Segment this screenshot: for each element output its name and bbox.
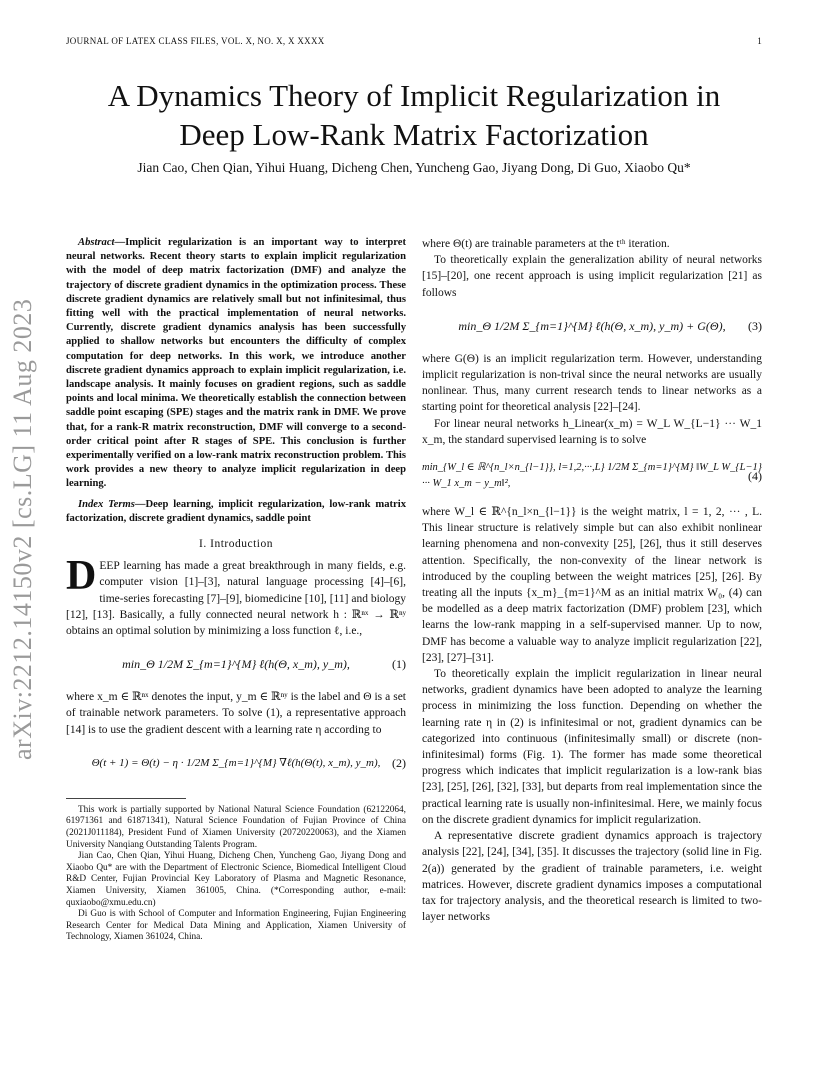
drop-cap: D bbox=[66, 553, 97, 600]
arxiv-stamp-text[interactable]: arXiv:2212.14150v2 [cs.LG] 11 Aug 2023 bbox=[8, 298, 37, 760]
abstract-label: Abstract bbox=[78, 237, 115, 248]
equation-1-number: (1) bbox=[392, 657, 406, 672]
abstract: Abstract—Implicit regularization is an important way to interpret neural networks. Recent theory starts to explain implicit regularization with the model of deep matrix factorization (DMF) and analyze the trajectory of discrete gradient dynamics in the optimization process. These discrete gradient dynamics are relatively small but not infinitesimal, thus fitting well with the practical implementation of neural networks. Currently, discrete gradient dynamics analysis has been successfully applied to shallow networks but encounters the difficulty of complex computation for deep networks. In this work, we introduce another discrete gradient dynamics approach to explain implicit regularization, i.e. landscape analysis. It mainly focuses on gradient regions, such as saddle points and local minima. We theoretically establish the connection between saddle point escaping (SPE) stages and the matrix rank in DMF. We prove that, for a rank-R matrix reconstruction, DMF will converge to a second-order critical point after R stages of SPE. This conclusion is further experimentally verified on a low-rank matrix reconstruction problem. This work provides a new theory to analyze implicit regularization in deep learning. bbox=[66, 237, 406, 490]
equation-4 bbox=[422, 448, 762, 504]
equation-1-body: min_Θ 1/2M Σ_{m=1}^{M} ℓ(h(Θ, x_m), y_m), bbox=[122, 657, 350, 672]
left-column bbox=[66, 236, 406, 944]
right-paragraph-2: To theoretically explain the generalization ability of neural networks [15]–[20], one recent approach is using implicit regularization [21] as follows bbox=[422, 254, 762, 299]
equation-3 bbox=[422, 301, 762, 351]
paper-title bbox=[0, 76, 828, 154]
footnote-rule bbox=[66, 798, 186, 799]
right-paragraph-7: A representative discrete gradient dynamics approach is trajectory analysis [22], [24], [34], [35]. It discusses the trajectory (solid line in Fig. 2(a)) generated by the gradient of trainable parameters, i.e. weight matrices. However, discrete gradient dynamics imposes a computational tax for trajectory analysis, and the theoretical research is limited to two-layer networks bbox=[422, 830, 762, 924]
intro-paragraph-2: where x_m ∈ ℝⁿˣ denotes the input, y_m ∈ ℝⁿʸ is the label and Θ is a set of trainable network parameters. To solve (1), a representative approach [14] is to use the gradient descent with a learning rate η according to bbox=[66, 691, 406, 736]
right-paragraph-6: To theoretically explain the implicit regularization in linear neural networks, gradient dynamics have been adopted to analyze the learning process in minimizing the loss function. Depending on whether the learning rate η in (2) is infinitesimal or not, gradient dynamics can be categorized into continuous (infinitesimally small) or discrete (non-infinitesimal) forms (Fig. 1). The former has made some theoretical progress which indicates that implicit regularization is a low-rank bias [23], [25], [26], [32], [33], but departs from real implementation since the practical learning rate is usually non-infinitesimal. Here, we mainly focus on the discrete gradient dynamics for implicit regularization. bbox=[422, 668, 762, 826]
equation-2 bbox=[66, 738, 406, 788]
footnote-affiliation-1: Jian Cao, Chen Qian, Yihui Huang, Dicheng Chen, Yuncheng Gao, Jiyang Dong and Xiaobo Qu* are with the Department of Electronic Science, Biomedical Intelligent Cloud R&D Center, Fujian Provincial Key Laboratory of Plasma and Magnetic Resonance, Xiamen University, Xiamen 361005, China. (*Corresponding author, e-mail: quxiaobo@xmu.edu.cn) bbox=[66, 851, 406, 908]
section-heading-introduction: I. Introduction bbox=[199, 538, 273, 551]
right-paragraph-5: where W_l ∈ ℝ^{n_l×n_{l−1}} is the weight matrix, l = 1, 2, ··· , L. This linear structure is relatively simple but can also exhibit nonlinear learning phenomena and non-convexity [25], [26], thus it still deserves attention. Specifically, the non-convexity of the linear network is introduced by the coupling between the weight matrices [25], [26]. By treating all the inputs {x_m}_{m=1}^M as an initial matrix W₀, (4) can be modelled as a deep matrix factorization (DMF) problem [23], which learns the low-rank mapping in a self-supervised manner. Up to now, DMF has become a valuable way to analyze implicit regularization [22], [23], [27]–[31]. bbox=[422, 506, 762, 664]
right-paragraph-3: where G(Θ) is an implicit regularization term. However, understanding implicit regularization is non-trival since the neural networks are usually nonlinear. Thus, many current research tends to linear networks as a starting point for theoretical analysis [22]–[24]. bbox=[422, 352, 762, 414]
running-header: JOURNAL OF LATEX CLASS FILES, VOL. X, NO. X, X XXXX bbox=[66, 36, 325, 46]
footnote-affiliation-2: Di Guo is with School of Computer and Information Engineering, Fujian Engineering Research Center for Medical Data Mining and Application, Xiamen University of Technology, Xiamen 361024, China. bbox=[66, 909, 406, 943]
index-terms-text: Deep learning, implicit regularization, low-rank matrix factorization, discrete gradient dynamics, saddle point bbox=[66, 498, 406, 524]
index-terms: Index Terms—Deep learning, implicit regularization, low-rank matrix factorization, discrete gradient dynamics, saddle point bbox=[66, 498, 406, 524]
equation-3-number: (3) bbox=[748, 318, 762, 333]
author-list: Jian Cao, Chen Qian, Yihui Huang, Dicheng Chen, Yuncheng Gao, Jiyang Dong, Di Guo, Xiaobo Qu* bbox=[137, 160, 691, 175]
title-line-1: A Dynamics Theory of Implicit Regularization in bbox=[107, 78, 721, 113]
right-column bbox=[422, 236, 762, 925]
title-line-2: Deep Low-Rank Matrix Factorization bbox=[179, 117, 649, 152]
page-number: 1 bbox=[757, 36, 762, 46]
footnote-funding: This work is partially supported by National Natural Science Foundation (62122064, 61971361 and 61871341), Natural Science Foundation of Fujian Province of China (2021J011184), President Fund of Xiamen University (20720220063), and the Xiamen University Nanqiang Outstanding Talents Program. bbox=[66, 804, 406, 850]
equation-1 bbox=[66, 639, 406, 689]
equation-4-body: min_{W_l ∈ ℝ^{n_l×n_{l−1}}, l=1,2,···,L} 1/2M Σ_{m=1}^{M} ‖W_L W_{L−1} ··· W_1 x_m − y_m‖², bbox=[422, 461, 762, 490]
equation-4-number: (4) bbox=[748, 468, 762, 483]
right-paragraph-1: where Θ(t) are trainable parameters at the tᵗʰ iteration. bbox=[422, 238, 670, 250]
arxiv-stamp[interactable] bbox=[8, 240, 48, 760]
index-terms-label: Index Terms bbox=[78, 498, 135, 510]
intro-paragraph-1 bbox=[66, 553, 406, 639]
right-paragraph-4: For linear neural networks h_Linear(x_m) = W_L W_{L−1} ··· W_1 x_m, the standard supervised learning is to solve bbox=[422, 417, 762, 446]
equation-3-body: min_Θ 1/2M Σ_{m=1}^{M} ℓ(h(Θ, x_m), y_m) + G(Θ), bbox=[458, 318, 726, 333]
equation-2-number: (2) bbox=[392, 755, 406, 770]
abstract-text: Implicit regularization is an important way to interpret neural networks. Recent theory starts to explain implicit regularization with the model of deep matrix factorization (DMF) and analyze the trajectory of discrete gradient dynamics in the optimization process. These discrete gradient dynamics are relatively small but not infinitesimal, thus fitting well with the practical implementation of neural networks. Currently, discrete gradient dynamics analysis has been successfully applied to shallow networks but encounters the difficulty of complex computation for deep networks. In this work, we introduce another discrete gradient dynamics approach to explain implicit regularization, i.e. landscape analysis. It mainly focuses on gradient regions, such as saddle points and local minima. We theoretically establish the connection between saddle point escaping (SPE) stages and the matrix rank in DMF. We prove that, for a rank-R matrix reconstruction, DMF will converge to a second-order critical point after R stages of SPE. This conclusion is further experimentally verified on a low-rank matrix reconstruction problem. This work provides a new theory to analyze implicit regularization in deep learning. bbox=[66, 237, 406, 490]
intro-paragraph-1-text: EEP learning has made a great breakthrough in many fields, e.g. computer vision [1]–[3], natural language processing [4]–[6], time-series forecasting [7]–[9], biomedicine [10], [11] and biology [12], [13]. Basically, a fully connected neural network h : ℝⁿˣ → ℝⁿʸ obtains an optimal solution by minimizing a loss function ℓ, i.e., bbox=[66, 560, 406, 638]
equation-2-body: Θ(t + 1) = Θ(t) − η · 1/2M Σ_{m=1}^{M} ∇ℓ(h(Θ(t), x_m), y_m), bbox=[91, 756, 381, 769]
